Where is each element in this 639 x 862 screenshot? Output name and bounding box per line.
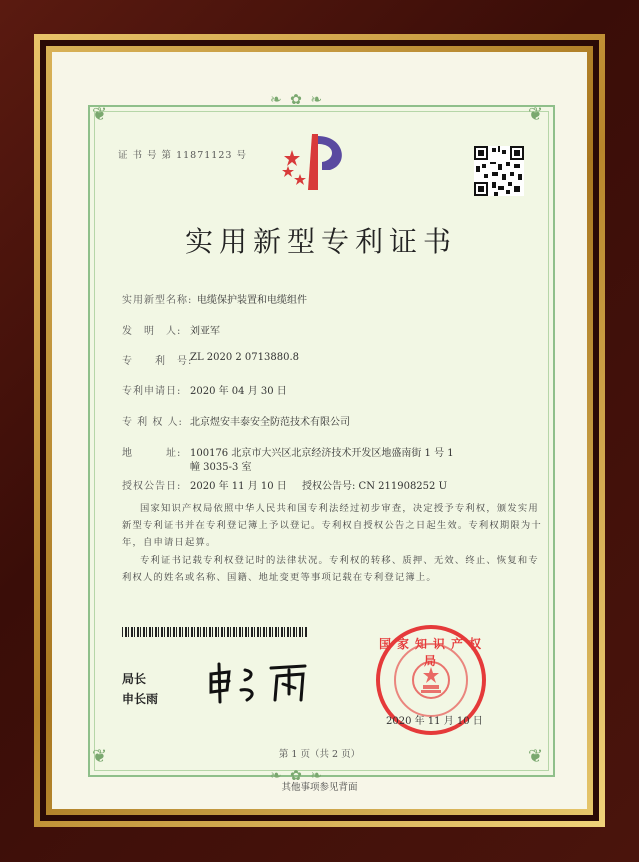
statement-line-2: 新型专利证书并在专利登记簿上予以登记。专利权自授权公告之日起生效。专利权期限为十 xyxy=(122,520,542,531)
row-value-inventor: 刘亚军 xyxy=(190,326,220,337)
director-name: 申长雨 xyxy=(122,692,159,706)
corner-flourish-bottom-right-icon: ❦ xyxy=(528,746,546,767)
row-value-grant-date: 2020 年 11 月 10 日 xyxy=(190,481,287,492)
legal-status-line-1: 专利证书记载专利权登记时的法律状况。专利权的转移、质押、无效、终止、恢复和专 xyxy=(140,555,539,566)
statement-line-3: 年，自申请日起算。 xyxy=(122,537,217,548)
cnipa-logo-icon xyxy=(278,130,358,200)
page-number: 第 1 页（共 2 页） xyxy=(278,749,361,760)
row-label-grant-date: 授权公告日: xyxy=(122,481,182,492)
row-label-inventor: 发 明 人: xyxy=(122,326,182,337)
barcode xyxy=(122,627,307,637)
top-ornament-icon: ❧ ✿ ❧ xyxy=(270,92,325,108)
row-value-patentee: 北京煜安丰泰安全防范技术有限公司 xyxy=(190,417,350,428)
row-label-application-date: 专利申请日: xyxy=(122,386,182,397)
certificate-number: 证 书 号 第 11871123 号 xyxy=(118,150,247,161)
row-value-address: 100176 北京市大兴区北京经济技术开发区地盛南街 1 号 1 xyxy=(190,448,454,459)
certificate-title: 实用新型专利证书 xyxy=(184,225,457,258)
corner-flourish-top-left-icon: ❦ xyxy=(92,104,110,125)
row-label-patent-number: 专 利 号: xyxy=(122,356,193,367)
legal-status-line-2: 利权人的姓名或名称、国籍、地址变更等事项记载在专利登记簿上。 xyxy=(122,572,437,583)
row-value-address-line2: 幢 3035-3 室 xyxy=(190,462,252,473)
footer-note: 其他事项参见背面 xyxy=(281,782,358,793)
row-label-address: 地 址: xyxy=(122,448,182,459)
row-value-patent-number: ZL 2020 2 0713880.8 xyxy=(190,352,300,363)
row-label-patentee: 专 利 权 人: xyxy=(122,417,183,428)
seal-date: 2020 年 11 月 10 日 xyxy=(386,716,483,727)
publication-number: 授权公告号: CN 211908252 U xyxy=(302,481,447,492)
director-title: 局长 xyxy=(122,672,147,686)
row-label-name: 实用新型名称: xyxy=(122,295,193,306)
row-value-application-date: 2020 年 04 月 30 日 xyxy=(190,386,287,397)
row-value-name: 电缆保护装置和电缆组件 xyxy=(197,295,307,306)
statement-line-1: 国家知识产权局依照中华人民共和国专利法经过初步审查，决定授予专利权，颁发实用 xyxy=(140,503,539,514)
director-signature-icon xyxy=(205,660,320,705)
corner-flourish-bottom-left-icon: ❦ xyxy=(92,746,110,767)
corner-flourish-top-right-icon: ❦ xyxy=(528,104,546,125)
seal-text: 国家知识产权局 xyxy=(378,637,487,668)
bottom-ornament-icon: ❧ ✿ ❧ xyxy=(270,768,325,784)
qr-code-icon xyxy=(474,146,524,196)
